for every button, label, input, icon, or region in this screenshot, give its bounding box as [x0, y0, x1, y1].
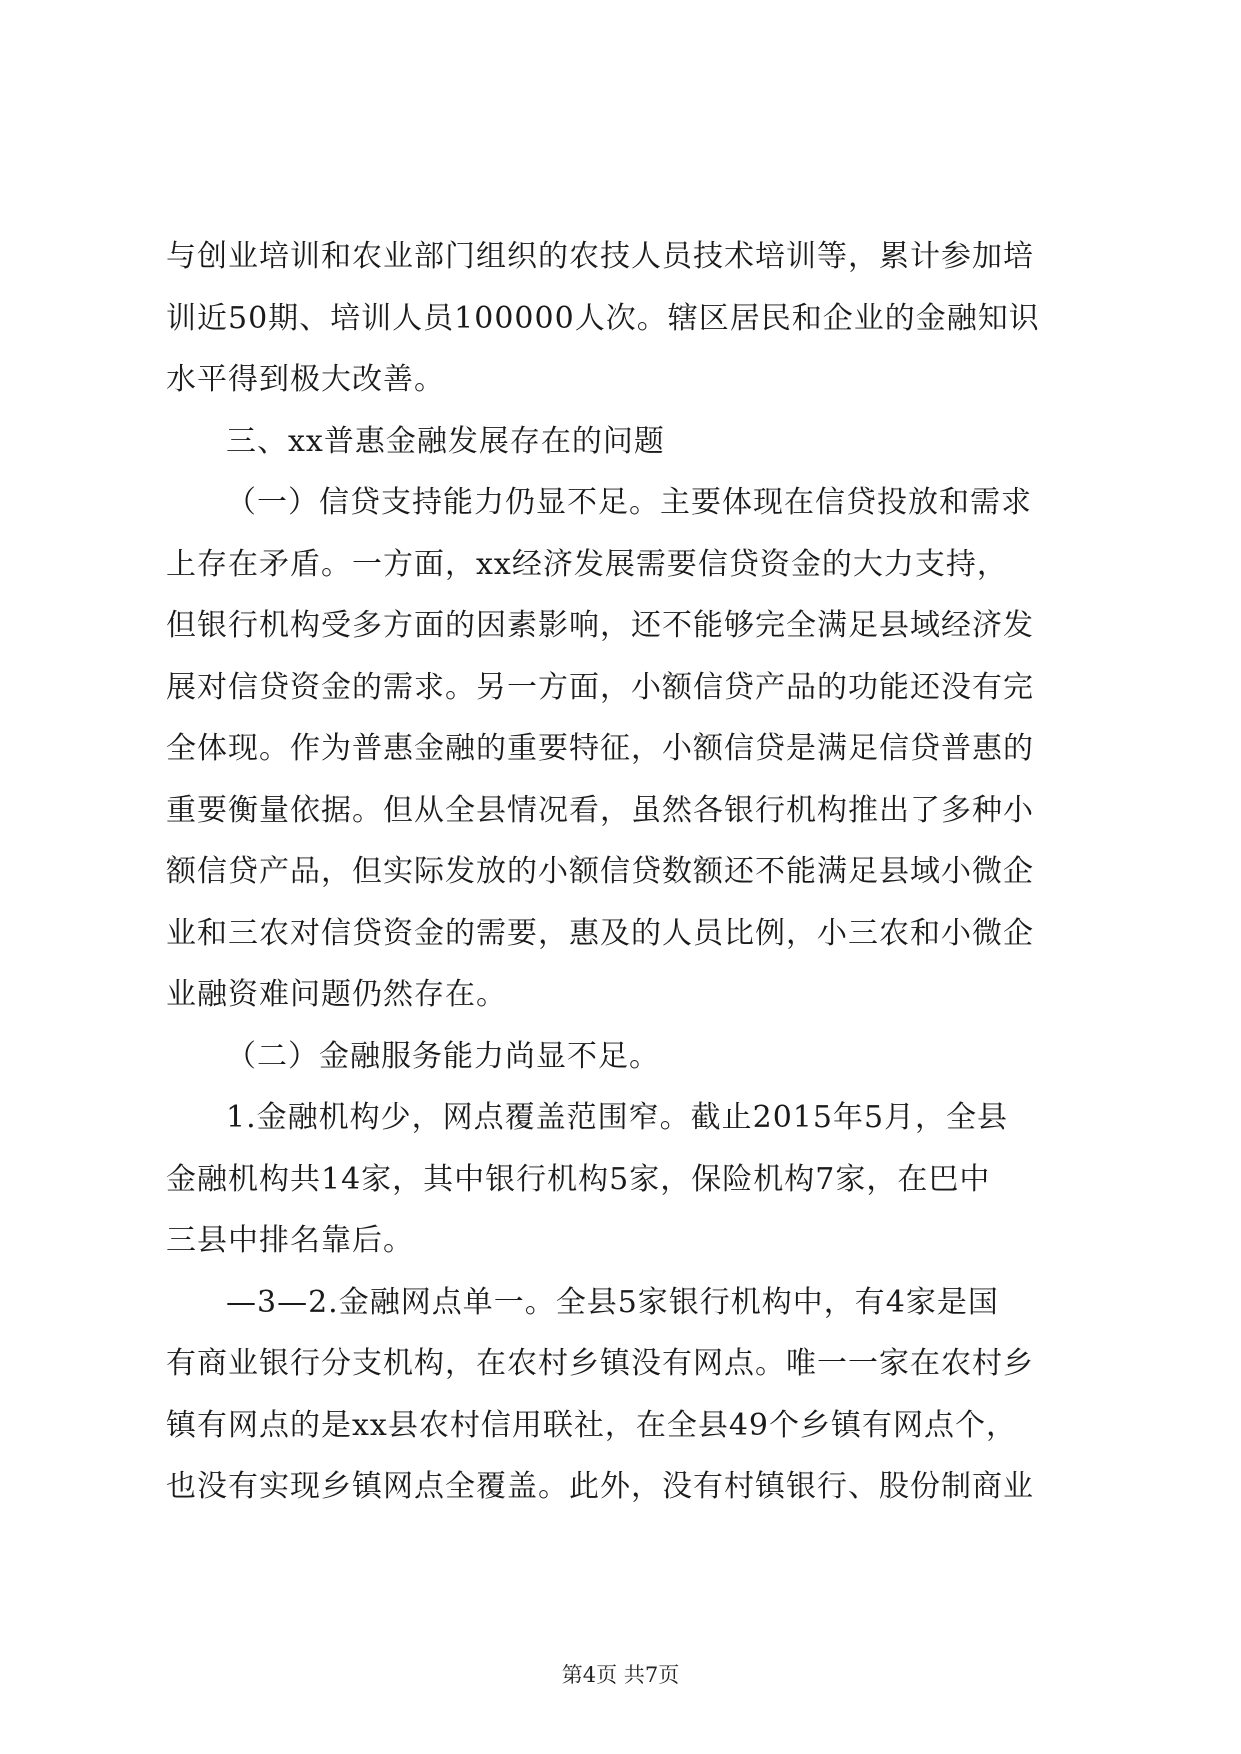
- text-line: 重要衡量依据。但从全县情况看，虽然各银行机构推出了多种小: [166, 792, 1034, 828]
- text-line: 也没有实现乡镇网点全覆盖。此外，没有村镇银行、股份制商业: [166, 1469, 1034, 1504]
- text-line: （一）信贷支持能力仍显不足。主要体现在信贷投放和需求: [226, 485, 1032, 520]
- text-line: 业融资难问题仍然存在。: [166, 977, 507, 1012]
- text-line: 业和三农对信贷资金的需要，惠及的人员比例，小三农和小微企: [166, 915, 1034, 951]
- text-line: 全体现。作为普惠金融的重要特征，小额信贷是满足信贷普惠的: [166, 731, 1034, 766]
- text-line: 金融机构共14家，其中银行机构5家，保险机构7家，在巴中: [166, 1161, 991, 1197]
- text-line: 1.金融机构少，网点覆盖范围窄。截止2015年5月，全县: [226, 1100, 1009, 1135]
- text-line: 但银行机构受多方面的因素影响，还不能够完全满足县域经济发: [166, 608, 1034, 643]
- text-line: 镇有网点的是xx县农村信用联社，在全县49个乡镇有网点个，: [166, 1407, 1018, 1443]
- text-line: 水平得到极大改善。: [166, 362, 445, 397]
- page-footer: 第4页 共7页: [561, 1663, 680, 1687]
- text-line: 训近50期、培训人员100000人次。辖区居民和企业的金融知识: [166, 300, 1040, 336]
- document-body: [166, 226, 1081, 1518]
- text-line: 额信贷产品，但实际发放的小额信贷数额还不能满足县域小微企: [166, 854, 1034, 889]
- text-line: （二）金融服务能力尚显不足。: [226, 1038, 660, 1074]
- text-line: 有商业银行分支机构，在农村乡镇没有网点。唯一一家在农村乡: [166, 1346, 1034, 1381]
- text-line: 三县中排名靠后。: [166, 1223, 414, 1258]
- text-line: 展对信贷资金的需求。另一方面，小额信贷产品的功能还没有完: [166, 669, 1034, 705]
- text-line: 上存在矛盾。一方面，xx经济发展需要信贷资金的大力支持，: [166, 546, 1008, 582]
- text-line: —3—2.金融网点单一。全县5家银行机构中，有4家是国: [226, 1284, 999, 1320]
- text-line: 三、xx普惠金融发展存在的问题: [226, 423, 665, 459]
- text-line: 与创业培训和农业部门组织的农技人员技术培训等，累计参加培: [166, 239, 1034, 274]
